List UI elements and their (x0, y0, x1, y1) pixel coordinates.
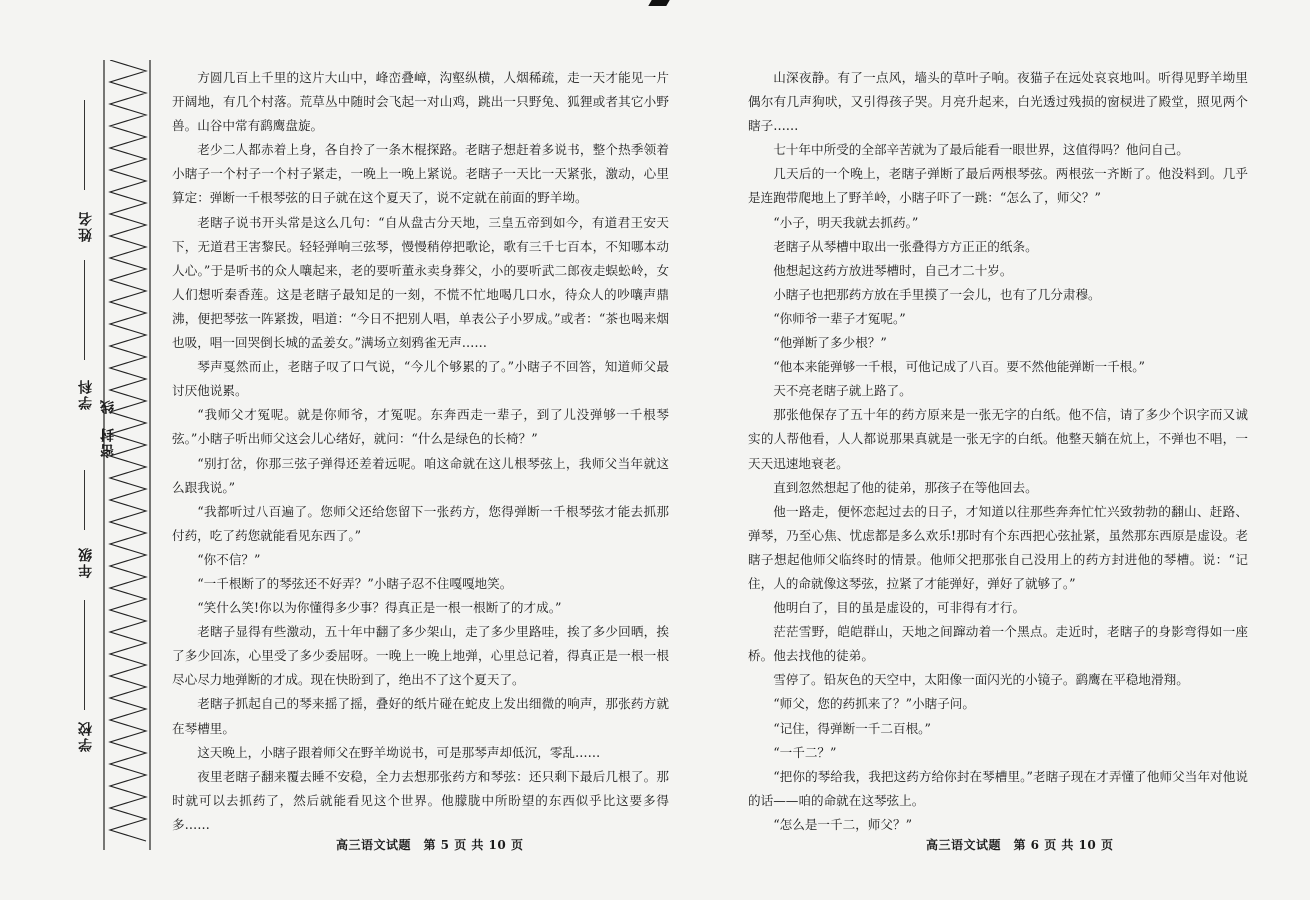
paragraph: “他弹断了多少根？” (773, 335, 887, 351)
paragraph: 几天后的一个晚上，老瞎子弹断了最后两根琴弦。两根弦一齐断了。他没料到。几乎是连跑带爬地上了野羊岭，小瞎子吓了一跳：“怎么了，师父？” (748, 166, 1248, 206)
paragraph: 他想起这药方放进琴槽时，自己才二十岁。 (773, 262, 1013, 278)
paragraph: 这天晚上，小瞎子跟着师父在野羊坳说书，可是那琴声却低沉，零乱…… (197, 744, 601, 760)
name-label: 姓名 (78, 210, 94, 242)
paragraph: “笑什么笑!你以为你懂得多少事？得真正是一根一根断了的才成。” (197, 600, 562, 616)
school-line-upper (84, 600, 85, 710)
paragraph: 他明白了，目的虽是虚设的，可非得有才行。 (773, 600, 1026, 616)
paragraph: 天不亮老瞎子就上路了。 (773, 383, 912, 399)
paragraph: 七十年中所受的全部辛苦就为了最后能看一眼世界，这值得吗？他问自己。 (773, 142, 1189, 158)
paragraph: 茫茫雪野，皑皑群山，天地之间蹿动着一个黑点。走近时，老瞎子的身影弯得如一座桥。他去找他的徒弟。 (748, 624, 1248, 664)
paragraph: 老瞎子说书开头常是这么几句：“自从盘古分天地，三皇五帝到如今，有道君王安天下，无道君王害黎民。轻轻弹响三弦琴，慢慢稍停把歌论，歌有三千七百本，不知哪本动人心。”于是听书的众人嚷起来，老的要听董永卖身葬父，小的要听武二郎夜走蜈蚣岭，女人们想听秦香莲。这是老瞎子最知足的一刻，不慌不忙地喝几口水，待众人的吵嚷声鼎沸，便把琴弦一阵紧拨，唱道：“今日不把别人唱，单表公子小罗成。”或者：“茶也喝来烟也吸，唱一回哭倒长城的孟姜女。”满场立刻鸦雀无声…… (172, 214, 669, 351)
paragraph: 他一路走，便怀恋起过去的日子，才知道以往那些奔奔忙忙兴致勃勃的翻山、赶路、弹琴，乃至心焦、忧虑都是多么欢乐!那时有个东西把心弦扯紧，虽然那东西原是虚设。老瞎子想起他师父临终时的情景。他师父把那张自己没用上的药方封进他的琴槽。说：“记住，人的命就像这琴弦，拉紧了才能弹好，弹好了就够了。” (748, 503, 1248, 591)
paragraph: 老瞎子抓起自己的琴来摇了摇，叠好的纸片碰在蛇皮上发出细微的响声，那张药方就在琴槽里。 (172, 696, 669, 736)
right-page-footer: 高三语文试题 第 6 页 共 10 页 (926, 838, 1114, 852)
paragraph: 雪停了。铅灰色的天空中，太阳像一面闪光的小镜子。鹞鹰在平稳地滑翔。 (773, 672, 1189, 688)
corner-mark (648, 0, 669, 6)
school-label: 学校 (78, 720, 94, 752)
paragraph: “把你的琴给我，我把这药方给你封在琴槽里。”老瞎子现在才弄懂了他师父当年对他说的话——咱的命就在这琴弦上。 (748, 768, 1248, 808)
paragraph: “师父，您的药抓来了？”小瞎子问。 (773, 696, 975, 712)
paragraph: 方圆几百上千里的这片大山中，峰峦叠嶂，沟壑纵横，人烟稀疏，走一天才能见一片开阔地，有几个村落。荒草丛中随时会飞起一对山鸡，跳出一只野兔、狐狸或者其它小野兽。山谷中常有鹞鹰盘旋。 (172, 70, 669, 134)
paragraph: “一千二？” (773, 744, 837, 760)
paragraph: “小子，明天我就去抓药。” (773, 214, 919, 230)
paragraph: 那张他保存了五十年的药方原来是一张无字的白纸。他不信，请了多少个识字而又诚实的人帮他看，人人都说那果真就是一张无字的白纸。他整天躺在炕上，不弹也不唱，一天天迅速地衰老。 (748, 407, 1248, 471)
subject-label: 学科 (78, 378, 94, 410)
name-line (84, 100, 85, 190)
paragraph: 直到忽然想起了他的徒弟，那孩子在等他回去。 (773, 479, 1038, 495)
paragraph: 老瞎子显得有些激动，五十年中翻了多少架山，走了多少里路哇，挨了多少回晒，挨了多少回冻，心里受了多少委屈呀。一晚上一晚上地弹，心里总记着，得真正是一根一根尽心尽力地弹断的才成。现在快盼到了，绝出不了这个夏天了。 (172, 624, 669, 688)
zigzag-border (100, 60, 156, 850)
paragraph: “你不信？” (197, 551, 261, 567)
left-page-footer: 高三语文试题 第 5 页 共 10 页 (336, 838, 524, 852)
name-line-lower (84, 260, 85, 360)
paragraph: 夜里老瞎子翻来覆去睡不安稳，全力去想那张药方和琴弦：还只剩下最后几根了。那时就可以去抓药了，然后就能看见这个世界。他朦胧中所盼望的东西似乎比这要多得多…… (172, 768, 669, 832)
right-page-text (748, 66, 1248, 837)
paragraph: “我师父才冤呢。就是你师爷，才冤呢。东奔西走一辈子，到了儿没弹够一千根琴弦。”小瞎子听出师父这会儿心绪好，就问：“什么是绿色的长椅？” (172, 407, 669, 447)
paragraph: “别打岔，你那三弦子弹得还差着远呢。咱这命就在这儿根琴弦上，我师父当年就这么跟我说。” (172, 455, 669, 495)
grade-label: 年级 (78, 546, 94, 578)
binding-strip (70, 60, 160, 850)
paragraph: “怎么是一千二，师父？” (773, 816, 913, 832)
grade-line-upper (84, 470, 85, 530)
left-page-text (172, 66, 669, 837)
paragraph: “他本来能弹够一千根，可他记成了八百。要不然他能弹断一千根。” (773, 359, 1145, 375)
paragraph: 老少二人都赤着上身，各自拎了一条木棍探路。老瞎子想赶着多说书，整个热季领着小瞎子一个村子一个村子紧走，一晚上一晚上紧说。老瞎子一天比一天紧张，激动，心里算定：弹断一千根琴弦的日子就在这个夏天了，说不定就在前面的野羊坳。 (172, 142, 669, 206)
seal-word-secret: 密 (100, 444, 116, 458)
paragraph: “一千根断了的琴弦还不好弄？”小瞎子忍不住嘎嘎地笑。 (197, 575, 513, 591)
paragraph: 小瞎子也把那药方放在手里摸了一会儿，也有了几分肃穆。 (773, 286, 1101, 302)
paragraph: “你师爷一辈子才冤呢。” (773, 310, 906, 326)
seal-word-seal: 封 (100, 428, 116, 442)
paragraph: 琴声戛然而止，老瞎子叹了口气说，“今儿个够累的了。”小瞎子不回答，知道师父最讨厌他说累。 (172, 359, 669, 399)
paragraph: 老瞎子从琴槽中取出一张叠得方方正正的纸条。 (773, 238, 1038, 254)
seal-word-line: 线 (100, 400, 116, 414)
paragraph: 山深夜静。有了一点风，墙头的草叶子响。夜猫子在远处哀哀地叫。听得见野羊坳里偶尔有几声狗吠，又引得孩子哭。月亮升起来，白光透过残损的窗棂进了殿堂，照见两个瞎子…… (748, 70, 1248, 134)
paragraph: “我都听过八百遍了。您师父还给您留下一张药方，您得弹断一千根琴弦才能去抓那付药，吃了药您就能看见东西了。” (172, 503, 669, 543)
paragraph: “记住，得弹断一千二百根。” (773, 720, 931, 736)
